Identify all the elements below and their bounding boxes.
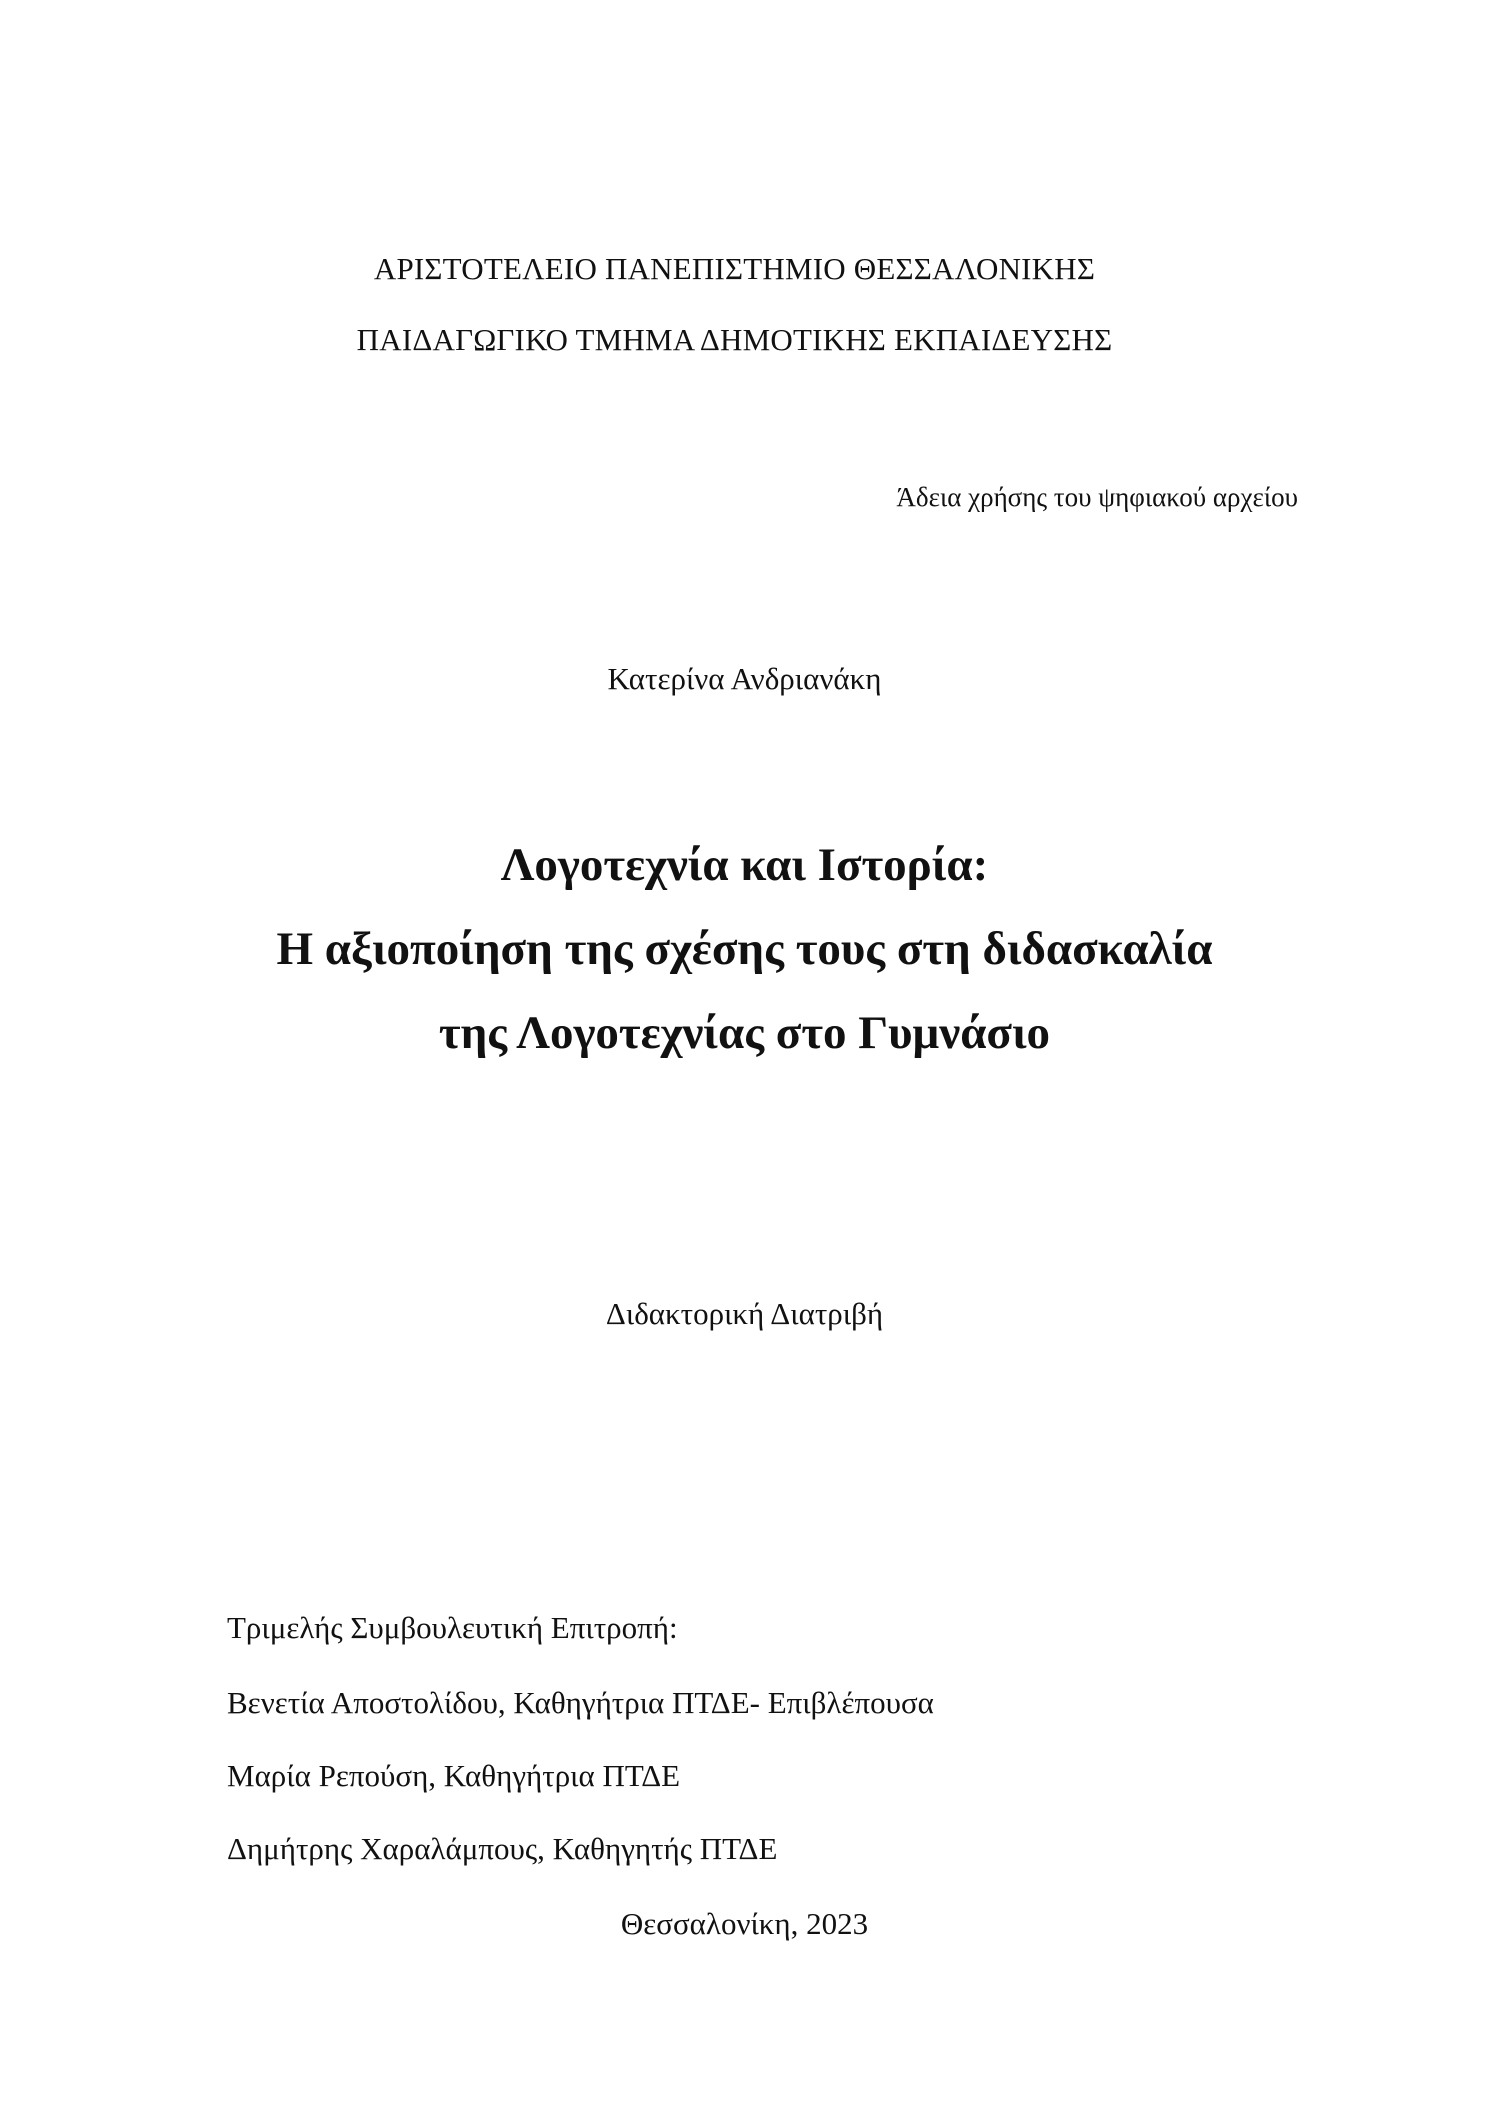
- title-line-1: Λογοτεχνία και Ιστορία:: [500, 839, 989, 891]
- committee-member: Βενετία Αποστολίδου, Καθηγήτρια ΠΤΔΕ- Επιβλέπουσα: [227, 1685, 934, 1720]
- department-name: ΠΑΙΔΑΓΩΓΙΚΟ ΤΜΗΜΑ ΔΗΜΟΤΙΚΗΣ ΕΚΠΑΙΔΕΥΣΗΣ: [356, 322, 1113, 357]
- university-name: ΑΡΙΣΤΟΤΕΛΕΙΟ ΠΑΝΕΠΙΣΤΗΜΙΟ ΘΕΣΣΑΛΟΝΙΚΗΣ: [373, 251, 1096, 286]
- committee-heading: Τριμελής Συμβουλευτική Επιτροπή:: [227, 1610, 678, 1645]
- title-line-2: Η αξιοποίηση της σχέσης τους στη διδασκαλία: [276, 923, 1213, 975]
- committee-member: Μαρία Ρεπούση, Καθηγήτρια ΠΤΔΕ: [227, 1758, 681, 1793]
- license-note: Άδεια χρήσης του ψηφιακού αρχείου: [896, 482, 1298, 512]
- place-date: Θεσσαλονίκη, 2023: [620, 1906, 869, 1941]
- author-name: Κατερίνα Ανδριανάκη: [607, 661, 882, 696]
- document-type: Διδακτορική Διατριβή: [605, 1296, 884, 1331]
- title-line-3: της Λογοτεχνίας στο Γυμνάσιο: [438, 1007, 1051, 1059]
- committee-member: Δημήτρης Χαραλάμπους, Καθηγητής ΠΤΔΕ: [227, 1831, 778, 1866]
